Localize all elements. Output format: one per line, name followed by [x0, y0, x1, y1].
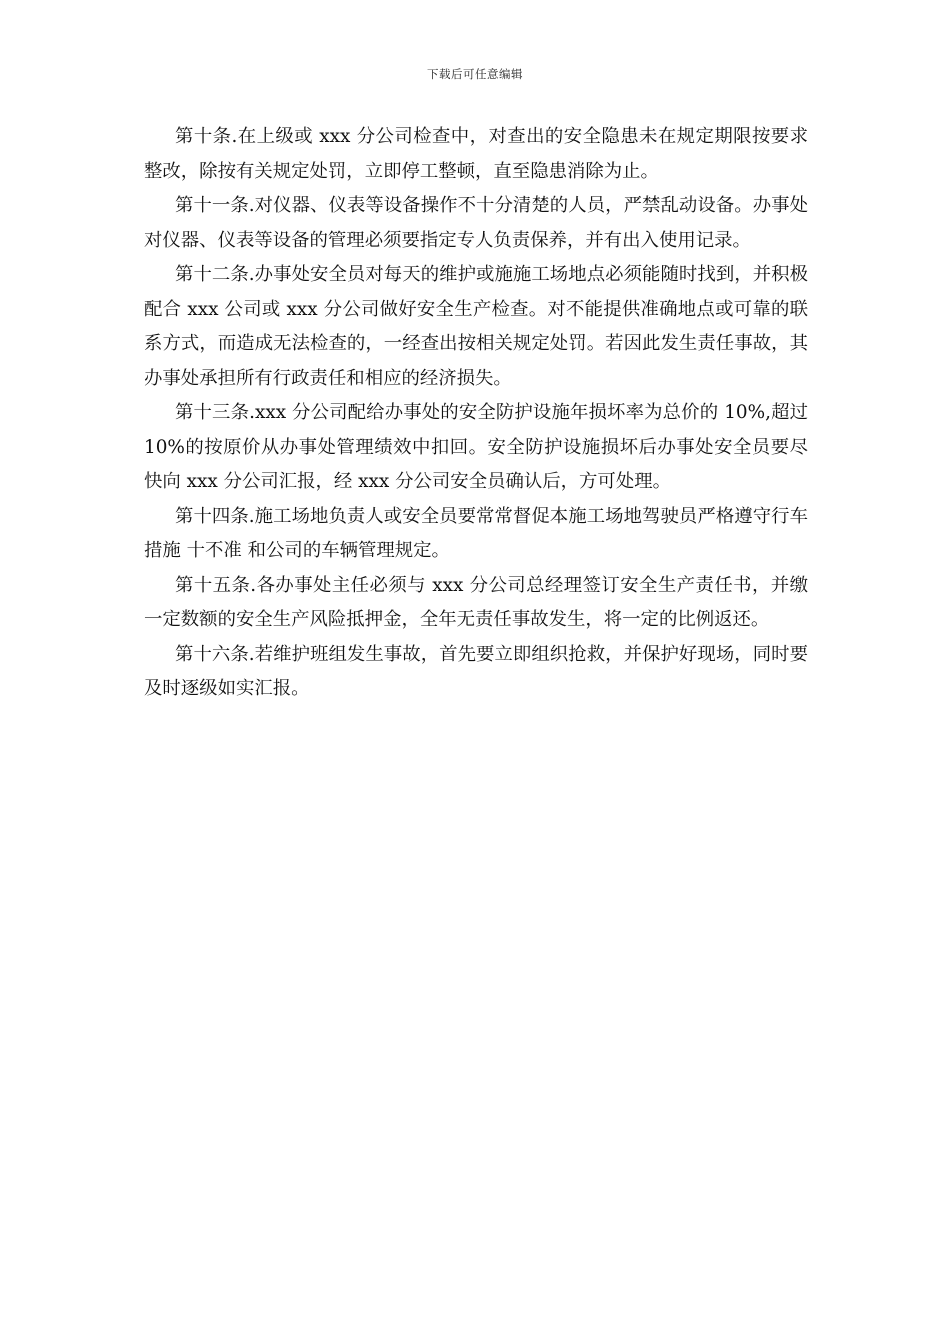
- article-10: 第十条.在上级或 xxx 分公司检查中，对查出的安全隐患未在规定期限按要求整改，除按有关规定处罚，立即停工整顿，直至隐患消除为止。: [144, 126, 808, 182]
- article-14: 第十四条.施工场地负责人或安全员要常常督促本施工场地驾驶员严格遵守行车措施 十不准 和公司的车辆管理规定。: [144, 505, 808, 561]
- article-13: 第十三条.xxx 分公司配给办事处的安全防护设施年损坏率为总价的 10%,超过 10%的按原价从办事处管理绩效中扣回。安全防护设施损坏后办事处安全员要尽快向 xxx 分公司汇报，经 xxx 分公司安全员确认后，方可处理。: [144, 402, 808, 492]
- document-body: [144, 120, 808, 707]
- header-note: 下载后可任意编辑: [427, 67, 523, 81]
- article-16: 第十六条.若维护班组发生事故，首先要立即组织抢救，并保护好现场，同时要及时逐级如实汇报。: [144, 643, 808, 699]
- article-15: 第十五条.各办事处主任必须与 xxx 分公司总经理签订安全生产责任书，并缴一定数额的安全生产风险抵押金，全年无责任事故发生，将一定的比例返还。: [144, 574, 808, 630]
- article-11: 第十一条.对仪器、仪表等设备操作不十分清楚的人员，严禁乱动设备。办事处对仪器、仪表等设备的管理必须要指定专人负责保养，并有出入使用记录。: [144, 195, 808, 251]
- article-12: 第十二条.办事处安全员对每天的维护或施施工场地点必须能随时找到，并积极配合 xxx 公司或 xxx 分公司做好安全生产检查。对不能提供准确地点或可靠的联系方式，而造成无法检查的，一经查出按相关规定处罚。若因此发生责任事故，其办事处承担所有行政责任和相应的经济损失。: [144, 264, 808, 389]
